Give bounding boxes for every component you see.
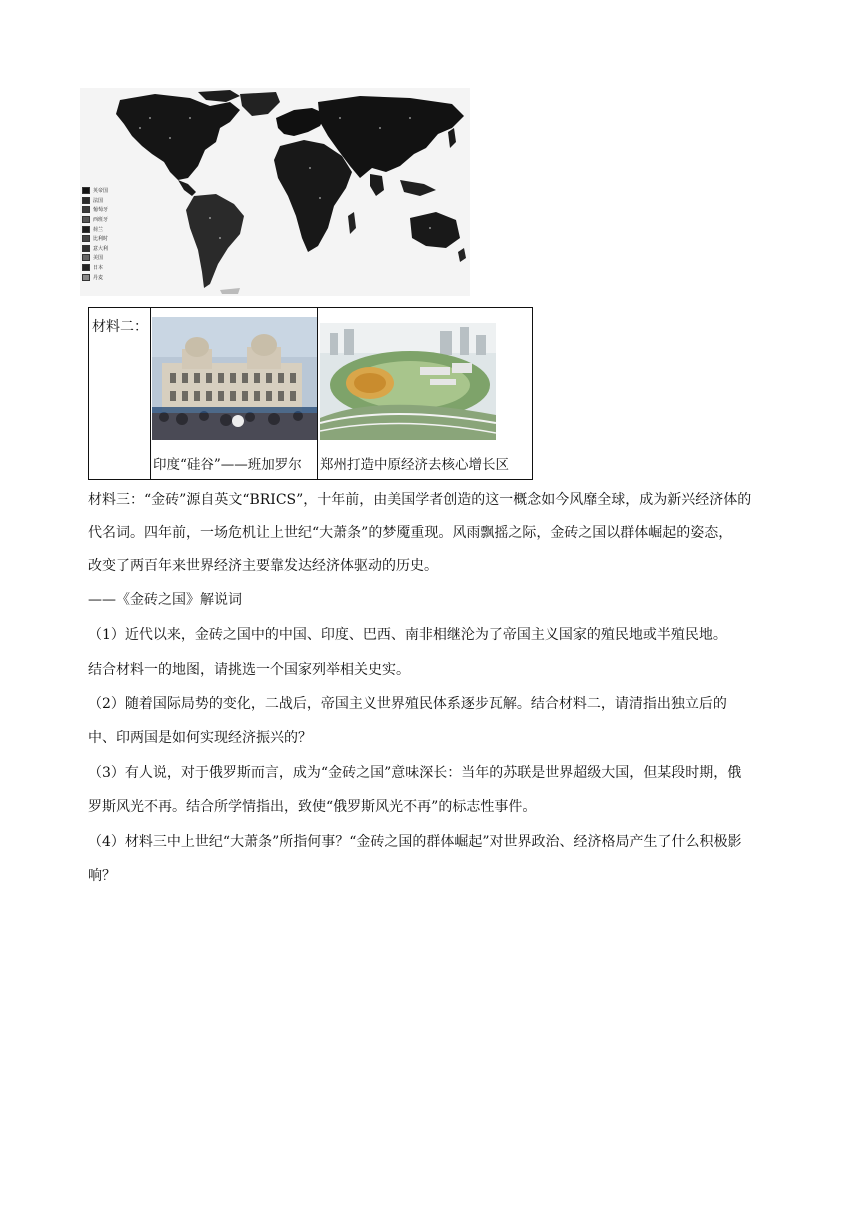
legend-swatch	[82, 274, 90, 281]
question-1-line-2: 结合材料一的地图，请挑选一个国家列举相关史实。	[88, 662, 410, 678]
material-two-label: 材料二：	[92, 319, 148, 335]
question-3-line-1: （3）有人说，对于俄罗斯而言，成为“金砖之国”意味深长：当年的苏联是世界超级大国，但某段时期，俄	[88, 765, 742, 781]
question-2-line-2: 中、印两国是如何实现经济振兴的？	[88, 730, 312, 746]
material-two-table	[88, 307, 533, 480]
legend-item: 意大利	[82, 244, 142, 254]
legend-item: 丹麦	[82, 272, 142, 282]
legend-item: 葡萄牙	[82, 205, 142, 215]
legend-swatch	[82, 254, 90, 261]
bangalore-photo	[152, 317, 317, 440]
bangalore-caption: 印度“硅谷”——班加罗尔	[153, 457, 302, 473]
question-3-line-2: 罗斯风光不再。结合所学情指出，致使“俄罗斯风光不再”的标志性事件。	[88, 799, 537, 815]
legend-item: 英帝国	[82, 186, 142, 196]
legend-item: 美国	[82, 253, 142, 263]
question-1-line-1: （1）近代以来，金砖之国中的中国、印度、巴西、南非相继沦为了帝国主义国家的殖民地或半殖民地。	[88, 627, 727, 643]
material-three-line-1: 材料三：“金砖”源自英文“BRICS”，十年前，由美国学者创造的这一概念如今风靡全球，成为新兴经济体的	[88, 492, 752, 508]
zhengzhou-cell	[318, 308, 532, 479]
legend-swatch	[82, 264, 90, 271]
map-legend	[82, 186, 142, 282]
zhengzhou-caption: 郑州打造中原经济去核心增长区	[320, 457, 509, 473]
legend-swatch	[82, 216, 90, 223]
colonial-world-map	[80, 88, 470, 296]
legend-swatch	[82, 187, 90, 194]
zhengzhou-photo	[320, 323, 496, 440]
material-three-source: ——《金砖之国》解说词	[88, 592, 242, 608]
legend-item: 荷兰	[82, 224, 142, 234]
material-three-line-2: 代名词。四年前，一场危机让上世纪“大萧条”的梦魇重现。风雨飘摇之际，金砖之国以群体崛起的姿态，	[88, 525, 733, 541]
question-4-line-1: （4）材料三中上世纪“大萧条”所指何事？“金砖之国的群体崛起”对世界政治、经济格局产生了什么积极影	[88, 834, 742, 850]
legend-swatch	[82, 245, 90, 252]
legend-swatch	[82, 226, 90, 233]
legend-item: 法国	[82, 196, 142, 206]
question-4-line-2: 响？	[88, 868, 116, 884]
legend-swatch	[82, 197, 90, 204]
legend-item: 西班牙	[82, 215, 142, 225]
legend-swatch	[82, 235, 90, 242]
legend-swatch	[82, 206, 90, 213]
question-2-line-1: （2）随着国际局势的变化，二战后，帝国主义世界殖民体系逐步瓦解。结合材料二，请清指出独立后的	[88, 696, 727, 712]
material-two-label-cell	[89, 308, 151, 479]
bangalore-cell	[151, 308, 318, 479]
material-three-line-3: 改变了两百年来世界经济主要靠发达经济体驱动的历史。	[88, 558, 438, 574]
legend-item: 比利时	[82, 234, 142, 244]
legend-item: 日本	[82, 263, 142, 273]
